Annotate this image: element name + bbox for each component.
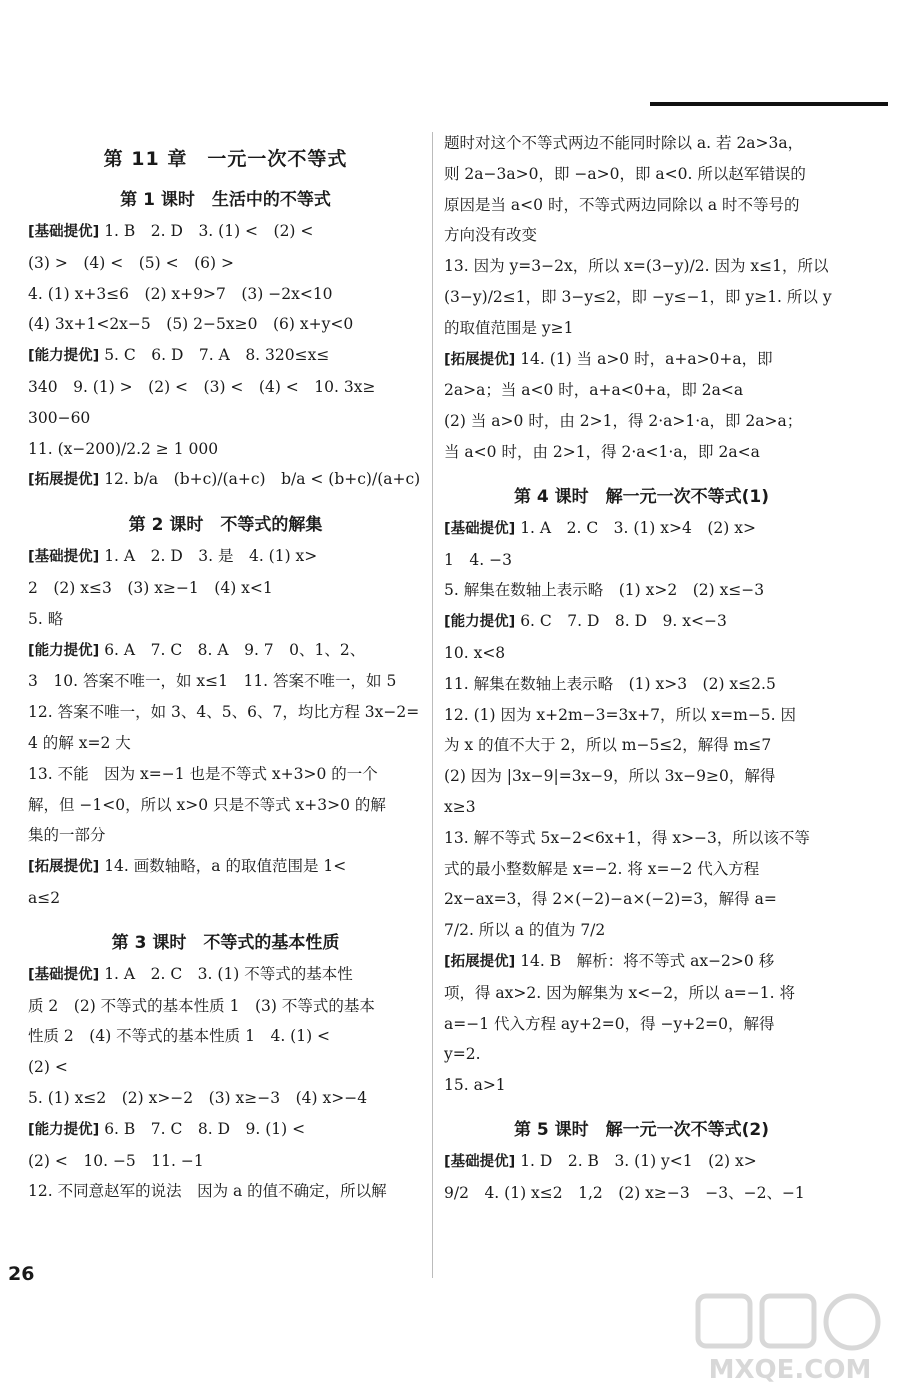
answer-line xyxy=(444,792,839,823)
answer-line xyxy=(444,1039,839,1070)
answer-line xyxy=(444,761,839,792)
answer-line xyxy=(28,279,423,310)
answer-text: 4. (1) x+3≤6 (2) x+9>7 (3) −2x<10 xyxy=(28,284,333,303)
lesson-title: 第 4 课时 解一元一次不等式(1) xyxy=(513,486,770,507)
answer-line xyxy=(444,823,839,854)
answer-text: 2 (2) x≤3 (3) x≥−1 (4) x<1 xyxy=(28,578,273,597)
answer-line xyxy=(28,1146,423,1177)
answer-line xyxy=(444,344,839,376)
answer-text: y=2. xyxy=(444,1045,481,1064)
answer-line xyxy=(28,248,423,279)
answer-text: 2a>a；当 a<0 时，a+a<0+a，即 2a<a xyxy=(444,381,744,400)
lesson-title: 第 1 课时 生活中的不等式 xyxy=(120,190,331,210)
section-tag: [拓展提优] xyxy=(28,472,100,489)
answer-line xyxy=(444,915,839,946)
answer-text: 1. A 2. C 3. (1) 不等式的基本性 xyxy=(99,964,353,983)
answer-line xyxy=(444,884,839,915)
lesson-title: 第 3 课时 不等式的基本性质 xyxy=(111,932,340,953)
answer-text: (4) 3x+1<2x−5 (5) 2−5x≥0 (6) x+y<0 xyxy=(28,315,354,334)
answer-text: (2) 因为 |3x−9|=3x−9，所以 3x−9≥0，解得 xyxy=(444,767,776,786)
answer-line xyxy=(444,700,839,731)
answer-text: 7/2. 所以 a 的值为 7/2 xyxy=(444,921,606,940)
answer-line xyxy=(444,128,839,159)
answer-line xyxy=(444,251,839,282)
column-divider xyxy=(432,132,433,1278)
answer-line xyxy=(28,403,423,434)
answer-text: 13. 不能 因为 x=−1 也是不等式 x+3>0 的一个 xyxy=(28,764,378,783)
page-number: 26 xyxy=(8,1263,35,1285)
answer-line xyxy=(28,434,423,465)
answer-text: (2) < xyxy=(28,1058,68,1077)
answer-text: 原因是当 a<0 时，不等式两边同除以 a 时不等号的 xyxy=(444,195,800,214)
answer-line xyxy=(28,372,423,403)
right-column xyxy=(444,128,839,1294)
answer-text: 12. (1) 因为 x+2m−3=3x+7，所以 x=m−5. 因 xyxy=(444,705,797,724)
section-tag: [能力提优] xyxy=(28,642,100,659)
answer-line xyxy=(28,1083,423,1114)
answer-text: 质 2 (2) 不等式的基本性质 1 (3) 不等式的基本 xyxy=(28,996,375,1015)
answer-text: 3 10. 答案不唯一，如 x≤1 11. 答案不唯一，如 5 xyxy=(28,672,397,691)
answer-line xyxy=(28,635,423,667)
section-tag: [拓展提优] xyxy=(28,859,100,876)
answer-line xyxy=(28,959,423,991)
watermark-text: MXQE.COM xyxy=(708,1355,872,1384)
answer-text: (2) 当 a>0 时，由 2>1，得 2·a>1·a，即 2a>a； xyxy=(444,412,803,431)
answer-text: (3−y)/2≤1，即 3−y≤2，即 −y≤−1，即 y≥1. 所以 y xyxy=(444,287,832,306)
answer-text: 集的一部分 xyxy=(28,826,106,845)
answer-text: 13. 解不等式 5x−2<6x+1，得 x>−3，所以该不等 xyxy=(444,828,810,847)
answer-line xyxy=(28,464,423,496)
answer-text: 式的最小整数解是 x=−2. 将 x=−2 代入方程 xyxy=(444,859,760,878)
answer-text: 则 2a−3a>0，即 −a>0，即 a<0. 所以赵军错误的 xyxy=(444,164,806,183)
answer-text: 6. C 7. D 8. D 9. x<−3 xyxy=(515,612,727,631)
answer-text: 5. 解集在数轴上表示略 (1) x>2 (2) x≤−3 xyxy=(444,581,765,600)
answer-text: 14. (1) 当 a>0 时，a+a>0+a，即 xyxy=(515,349,773,368)
watermark-logo xyxy=(692,1292,888,1384)
answer-text: 13. 因为 y=3−2x，所以 x=(3−y)/2. 因为 x≤1，所以 xyxy=(444,257,829,276)
answer-text: 解，但 −1<0，所以 x>0 只是不等式 x+3>0 的解 xyxy=(28,795,386,814)
answer-text: 的取值范围是 y≥1 xyxy=(444,318,574,337)
answer-line xyxy=(444,545,839,576)
answer-text: 5. 略 xyxy=(28,609,64,628)
answer-text: 6. B 7. C 8. D 9. (1) < xyxy=(99,1119,306,1138)
answer-text: 12. 答案不唯一，如 3、4、5、6、7，均比方程 3x−2= xyxy=(28,703,420,722)
answer-line xyxy=(28,728,423,759)
answer-line xyxy=(28,820,423,851)
answer-text: 9/2 4. (1) x≤2 1,2 (2) x≥−3 −3、−2、−1 xyxy=(444,1183,805,1202)
answer-text: 14. B 解析：将不等式 ax−2>0 移 xyxy=(515,951,775,970)
answer-line xyxy=(444,1009,839,1040)
answer-line xyxy=(444,606,839,638)
answer-line xyxy=(28,790,423,821)
answer-text: 4 的解 x=2 大 xyxy=(28,733,131,752)
answer-text: 5. (1) x≤2 (2) x>−2 (3) x≥−3 (4) x>−4 xyxy=(28,1088,368,1107)
answer-line xyxy=(28,216,423,248)
answer-line xyxy=(28,604,423,635)
answer-line xyxy=(28,573,423,604)
section-tag: [基础提优] xyxy=(28,549,100,566)
answer-line xyxy=(28,883,423,914)
answer-text: 为 x 的值不大于 2，所以 m−5≤2，解得 m≤7 xyxy=(444,736,772,755)
answer-text: 6. A 7. C 8. A 9. 7 0、1、2、 xyxy=(99,640,366,659)
answer-line xyxy=(444,730,839,761)
answer-line xyxy=(444,946,839,978)
answer-text: 性质 2 (4) 不等式的基本性质 1 4. (1) < xyxy=(28,1027,331,1046)
answer-text: 题时对这个不等式两边不能同时除以 a. 若 2a>3a， xyxy=(444,134,804,152)
answer-line xyxy=(28,759,423,790)
answer-text: 1 4. −3 xyxy=(444,550,512,569)
answer-line xyxy=(444,513,839,545)
answer-text: 1. A 2. D 3. 是 4. (1) x> xyxy=(99,547,318,566)
answer-line xyxy=(28,1052,423,1083)
answer-line xyxy=(444,854,839,885)
answer-text: 300−60 xyxy=(28,408,91,427)
section-tag: [拓展提优] xyxy=(444,953,516,970)
answer-text: 1. D 2. B 3. (1) y<1 (2) x> xyxy=(515,1151,757,1170)
answer-line xyxy=(28,666,423,697)
answer-text: (2) < 10. −5 11. −1 xyxy=(28,1151,204,1170)
section-tag: [能力提优] xyxy=(444,614,516,631)
answer-line xyxy=(444,159,839,190)
answer-line xyxy=(28,1021,423,1052)
answer-line xyxy=(444,375,839,406)
answer-line xyxy=(444,978,839,1009)
section-tag: [基础提优] xyxy=(28,966,100,983)
answer-line xyxy=(28,541,423,573)
answer-line xyxy=(444,1178,839,1209)
answer-line xyxy=(444,406,839,437)
answer-line xyxy=(28,309,423,340)
answer-text: (3) > (4) < (5) < (6) > xyxy=(28,253,234,272)
chapter-title: 第 11 章 一元一次不等式 xyxy=(103,148,348,170)
answer-text: x≥3 xyxy=(444,797,476,816)
answer-text: a=−1 代入方程 ay+2=0，得 −y+2=0，解得 xyxy=(444,1014,775,1033)
answer-line xyxy=(28,1176,423,1207)
lesson-title: 第 2 课时 不等式的解集 xyxy=(128,515,323,536)
answer-text: 10. x<8 xyxy=(444,643,506,662)
answer-line xyxy=(28,340,423,372)
answer-line xyxy=(28,851,423,883)
section-tag: [基础提优] xyxy=(444,520,516,537)
answer-text: 12. b/a (b+c)/(a+c) b/a < (b+c)/(a+c) xyxy=(99,470,421,489)
answer-line xyxy=(444,575,839,606)
answer-text: 12. 不同意赵军的说法 因为 a 的值不确定，所以解 xyxy=(28,1182,387,1201)
answer-text: 340 9. (1) > (2) < (3) < (4) < 10. 3x≥ xyxy=(28,377,376,396)
answer-line xyxy=(444,282,839,313)
answer-line xyxy=(444,313,839,344)
answer-text: 1. A 2. C 3. (1) x>4 (2) x> xyxy=(515,518,756,537)
answer-line xyxy=(444,220,839,251)
answer-line xyxy=(444,1146,839,1178)
answer-text: 11. (x−200)/2.2 ≥ 1 000 xyxy=(28,439,219,458)
answer-text: 11. 解集在数轴上表示略 (1) x>3 (2) x≤2.5 xyxy=(444,674,776,693)
answer-text: 1. B 2. D 3. (1) < (2) < xyxy=(99,222,314,240)
answer-line xyxy=(28,991,423,1022)
answer-line xyxy=(444,638,839,669)
answer-line xyxy=(444,669,839,700)
answer-text: 2x−ax=3，得 2×(−2)−a×(−2)=3，解得 a= xyxy=(444,890,777,909)
answer-text: 当 a<0 时，由 2>1，得 2·a<1·a，即 2a<a xyxy=(444,442,760,461)
answer-text: 5. C 6. D 7. A 8. 320≤x≤ xyxy=(99,346,330,365)
section-tag: [基础提优] xyxy=(28,224,100,240)
section-tag: [基础提优] xyxy=(444,1153,516,1170)
answer-text: a≤2 xyxy=(28,888,61,907)
section-tag: [拓展提优] xyxy=(444,351,516,368)
answer-text: 15. a>1 xyxy=(444,1076,506,1095)
lesson-title: 第 5 课时 解一元一次不等式(2) xyxy=(513,1119,770,1140)
header-rule xyxy=(650,102,888,106)
left-column xyxy=(28,128,423,1294)
section-tag: [能力提优] xyxy=(28,348,100,365)
answer-line xyxy=(444,190,839,221)
answer-text: 14. 画数轴略，a 的取值范围是 1< xyxy=(99,857,347,876)
answer-line xyxy=(28,697,423,728)
answer-line xyxy=(28,1114,423,1146)
section-tag: [能力提优] xyxy=(28,1121,100,1138)
answer-line xyxy=(444,1070,839,1101)
answer-line xyxy=(444,437,839,468)
answer-text: 项，得 ax>2. 因为解集为 x<−2，所以 a=−1. 将 xyxy=(444,983,795,1002)
answer-text: 方向没有改变 xyxy=(444,226,538,245)
